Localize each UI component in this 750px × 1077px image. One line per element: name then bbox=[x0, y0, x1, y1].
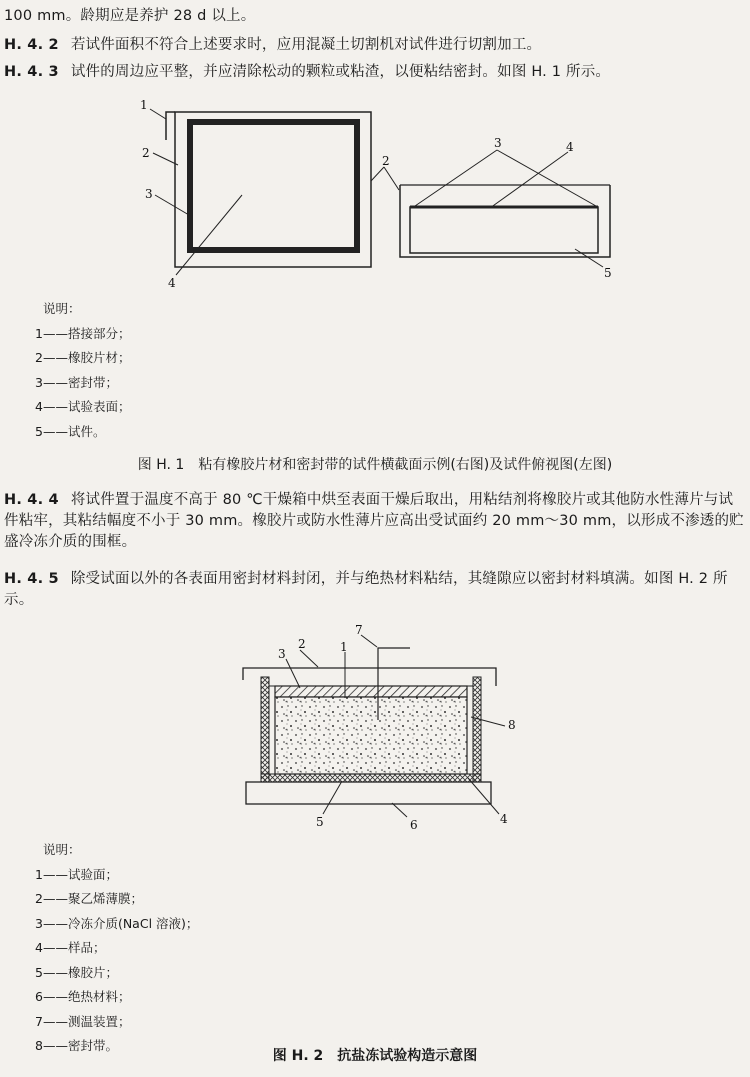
legend-item: 3——冷冻介质(NaCl 溶液)； bbox=[35, 915, 199, 931]
legend-title: 说明： bbox=[43, 301, 81, 316]
h1-leader-4 bbox=[176, 195, 242, 275]
h1-leader-3 bbox=[155, 195, 189, 215]
legend-item: 8——密封带。 bbox=[35, 1038, 118, 1053]
h1-overlap-tab bbox=[166, 112, 175, 140]
h2-label-5: 5 bbox=[316, 815, 324, 829]
h2-leader-3 bbox=[286, 659, 300, 688]
clause-h44 bbox=[4, 490, 744, 553]
h1-leader-1 bbox=[150, 109, 166, 119]
h2-leader-2 bbox=[300, 650, 318, 667]
h2-label-1: 1 bbox=[340, 640, 348, 654]
h2-label-4: 4 bbox=[500, 812, 508, 826]
clause-text: 若试件面积不符合上述要求时，应用混凝土切割机对试件进行切割加工。 bbox=[70, 37, 542, 53]
figure-h2-diagram bbox=[0, 620, 750, 835]
legend-item: 2——橡胶片材； bbox=[35, 350, 131, 365]
legend-item: 3——密封带； bbox=[35, 374, 118, 390]
legend-item: 4——样品； bbox=[35, 940, 106, 955]
h1-label-2-right: 2 bbox=[382, 154, 390, 168]
legend-item: 2——聚乙烯薄膜； bbox=[35, 891, 143, 906]
h1-leader-3b bbox=[497, 150, 596, 206]
h1-leader-3a bbox=[415, 150, 497, 206]
h2-leader-4 bbox=[468, 778, 499, 814]
legend-title: 说明： bbox=[43, 842, 81, 857]
h2-sealing-right bbox=[467, 686, 473, 774]
figure-h2-legend bbox=[35, 838, 199, 1059]
h2-label-7: 7 bbox=[355, 623, 363, 637]
clause-h43 bbox=[4, 62, 744, 83]
clause-text: 将试件置于温度不高于 80 ℃干燥箱中烘至表面干燥后取出，用粘结剂将橡胶片或其他防水性薄片与试件粘牢，其粘结幅度不小于 30 mm。橡胶片或防水性薄片应高出受试面约 20 mm～30 mm，以形成不渗透的贮盛冷冻介质的围框。 bbox=[4, 492, 744, 550]
h1-label-1: 1 bbox=[140, 98, 148, 112]
h2-polyethylene-film bbox=[243, 668, 496, 686]
h2-insulation-base bbox=[246, 782, 491, 804]
clause-h45 bbox=[4, 569, 744, 611]
clause-number: H. 4. 2 bbox=[4, 37, 59, 53]
h2-label-2: 2 bbox=[298, 637, 306, 651]
legend-item: 1——搭接部分； bbox=[35, 325, 131, 341]
h1-label-3-right: 3 bbox=[494, 136, 502, 150]
h1-label-4: 4 bbox=[168, 276, 176, 290]
h2-label-6: 6 bbox=[410, 818, 418, 832]
legend-item: 5——橡胶片； bbox=[35, 964, 118, 980]
h1-leader-2c bbox=[384, 167, 399, 190]
h1-leader-5 bbox=[575, 249, 603, 267]
h2-rubber-wall-left bbox=[261, 677, 269, 782]
h1-specimen-section bbox=[410, 207, 598, 253]
h2-rubber-bottom bbox=[261, 774, 481, 782]
legend-item: 7——测温装置； bbox=[35, 1013, 131, 1029]
figure-h1-legend bbox=[35, 297, 131, 444]
h1-leader-2b bbox=[371, 167, 384, 181]
h1-label-3: 3 bbox=[145, 187, 153, 201]
h2-leader-7 bbox=[361, 635, 377, 647]
legend-item: 1——试验面； bbox=[35, 866, 118, 882]
h1-label-2: 2 bbox=[142, 146, 150, 160]
paragraph-top-text: 100 mm。龄期应是养护 28 d 以上。 bbox=[4, 8, 256, 24]
h2-leader-6 bbox=[392, 803, 407, 817]
figure-h1-diagram bbox=[0, 95, 750, 295]
clause-number: H. 4. 4 bbox=[4, 492, 59, 508]
paragraph-top bbox=[4, 6, 744, 27]
h2-freezing-medium bbox=[275, 686, 467, 697]
h2-rubber-wall-right bbox=[473, 677, 481, 782]
h1-label-5: 5 bbox=[604, 266, 612, 280]
legend-item: 4——试验表面； bbox=[35, 399, 131, 414]
h1-sealing-tape bbox=[190, 122, 357, 250]
h2-label-3: 3 bbox=[278, 647, 286, 661]
h2-sealing-left bbox=[269, 686, 275, 774]
h1-label-4-right: 4 bbox=[566, 140, 574, 154]
h1-leader-4b bbox=[490, 152, 568, 208]
clause-text: 除受试面以外的各表面用密封材料封闭，并与绝热材料粘结，其缝隙应以密封材料填满。如图 H. 2 所示。 bbox=[4, 571, 728, 608]
h2-label-8: 8 bbox=[508, 718, 516, 732]
clause-number: H. 4. 3 bbox=[4, 64, 59, 80]
legend-item: 6——绝热材料； bbox=[35, 989, 131, 1004]
clause-h42 bbox=[4, 35, 744, 56]
figure-h1-caption: 图 H. 1 粘有橡胶片材和密封带的试件横截面示例(右图)及试件俯视图(左图) bbox=[137, 457, 613, 473]
h2-specimen bbox=[275, 697, 467, 774]
figure-h2-caption: 图 H. 2 抗盐冻试验构造示意图 bbox=[272, 1048, 478, 1064]
h1-rubber-sheet-outline bbox=[175, 112, 371, 267]
legend-item: 5——试件。 bbox=[35, 423, 106, 439]
clause-number: H. 4. 5 bbox=[4, 571, 59, 587]
h2-leader-5 bbox=[323, 781, 342, 814]
clause-text: 试件的周边应平整，并应清除松动的颗粒或粘渣，以便粘结密封。如图 H. 1 所示。 bbox=[70, 64, 611, 80]
